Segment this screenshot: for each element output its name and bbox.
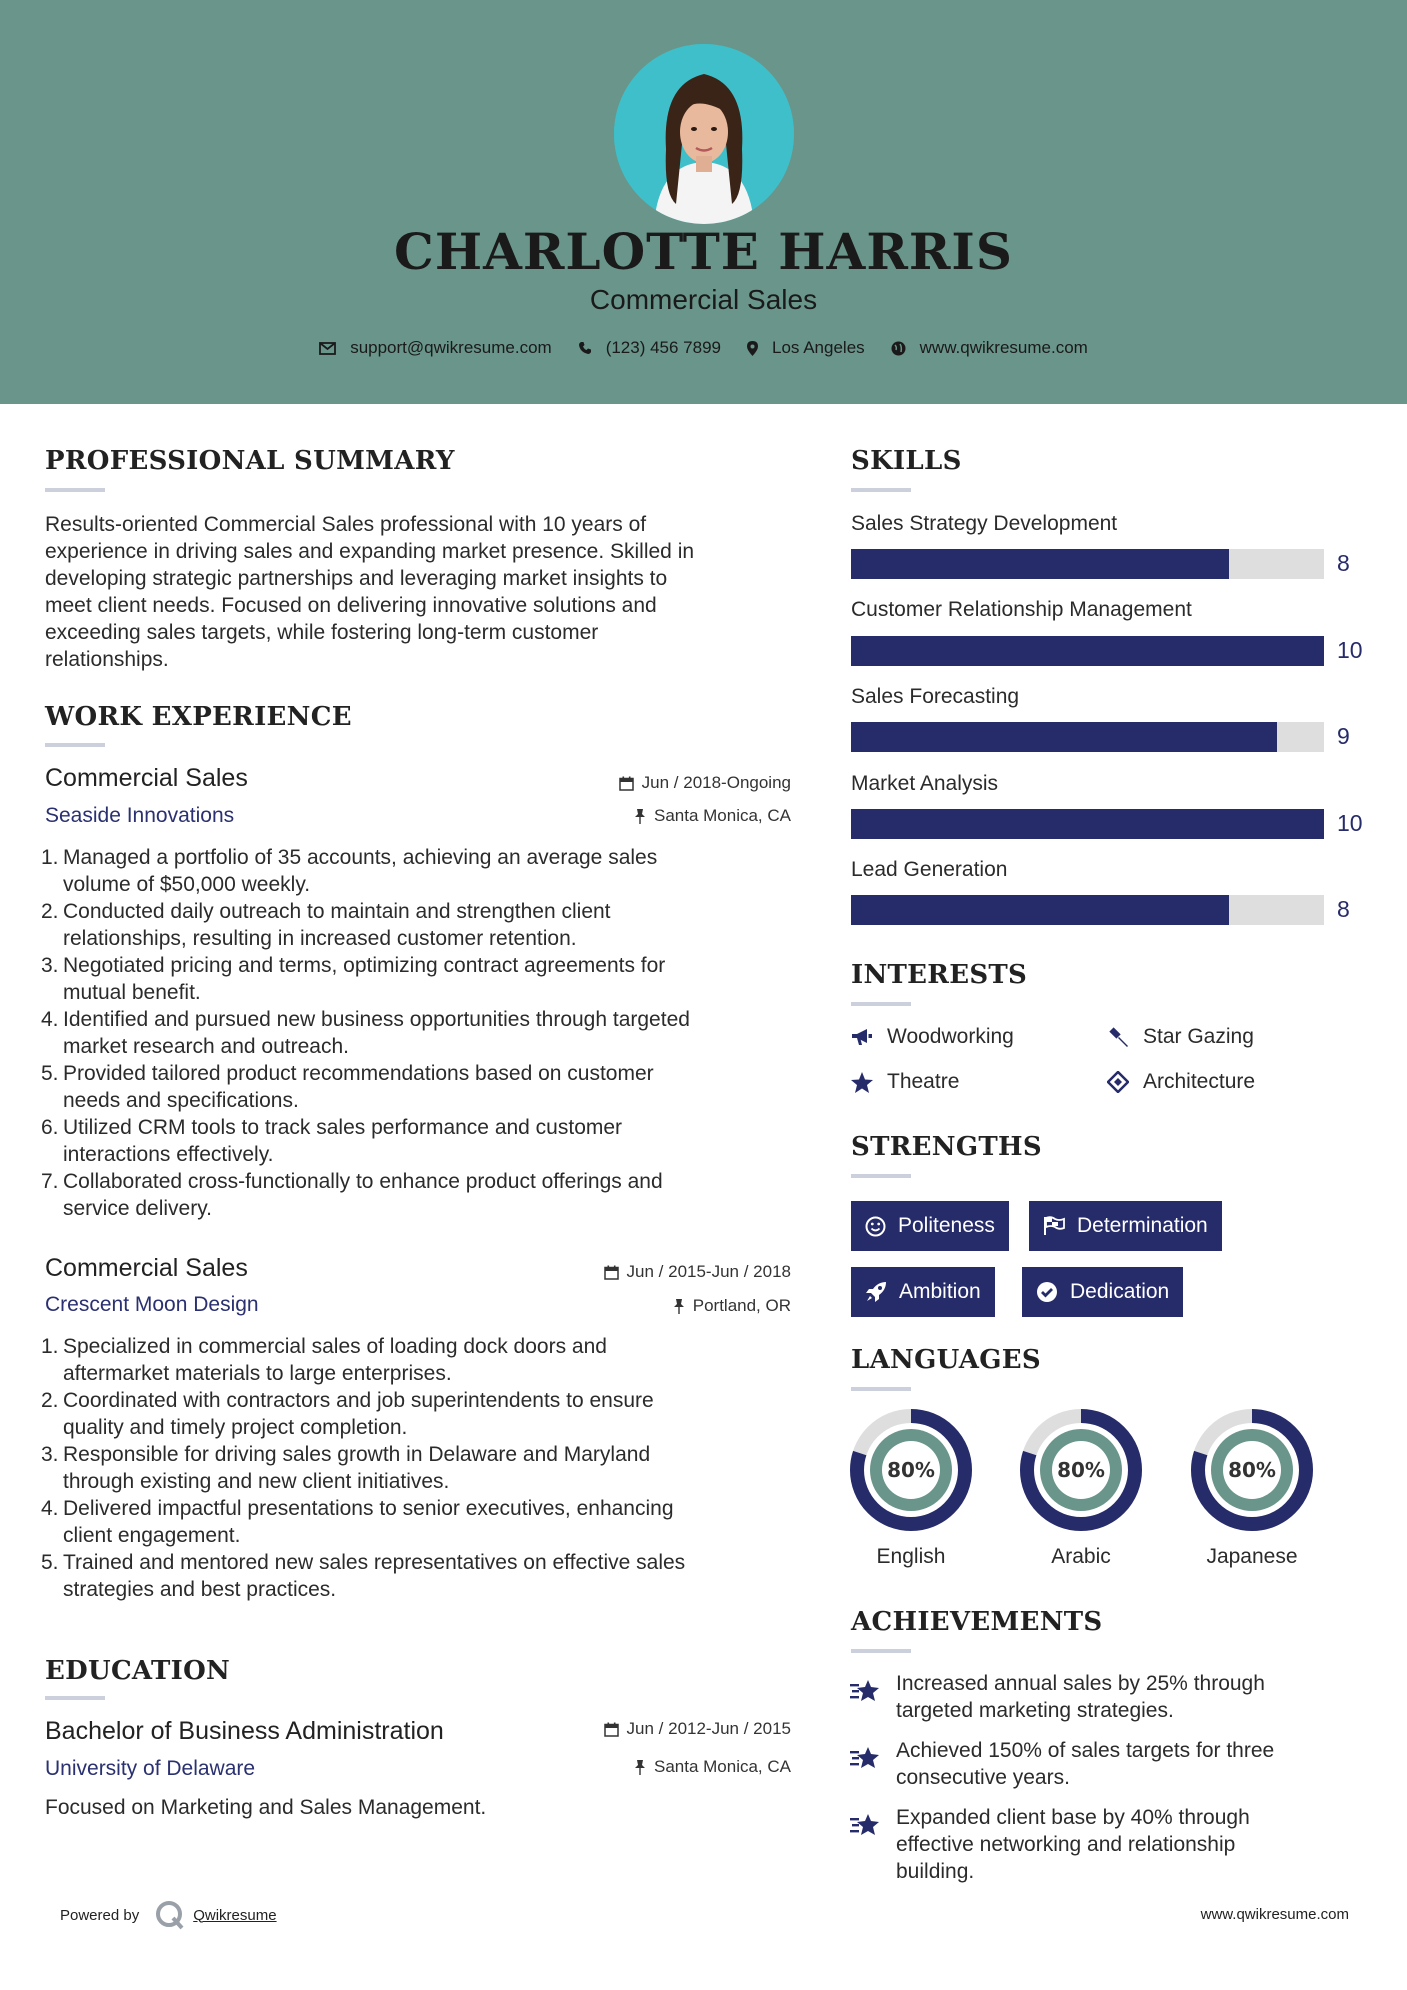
- summary-line: developing strategic partnerships and leveraging market insights to: [45, 567, 668, 590]
- skill-bar-track: [851, 636, 1324, 666]
- education-note: Focused on Marketing and Sales Management.: [45, 1796, 487, 1819]
- gavel-icon: [1107, 1026, 1129, 1048]
- languages-rule: [851, 1387, 911, 1391]
- skill-name: Market Analysis: [851, 772, 999, 795]
- job-dates: [619, 773, 791, 793]
- contact-phone[interactable]: [578, 338, 721, 358]
- interest-item: [1107, 1070, 1255, 1094]
- shooting-star-icon: [849, 1811, 881, 1839]
- interests-rule: [851, 1002, 911, 1006]
- summary-heading: PROFESSIONAL SUMMARY: [45, 446, 455, 476]
- strength-label: Politeness: [898, 1214, 995, 1237]
- footer-powered-by: [60, 1900, 277, 1930]
- strength-label: Dedication: [1070, 1280, 1170, 1303]
- interests-heading: INTERESTS: [851, 960, 1028, 990]
- skill-name: Sales Forecasting: [851, 685, 1020, 708]
- summary-line: exceeding sales targets, while fostering long-term customer: [45, 621, 599, 644]
- job-title: Commercial Sales: [45, 764, 248, 792]
- language-name: Arabic: [1051, 1545, 1111, 1568]
- profile-photo: [614, 44, 794, 224]
- job-location: [634, 806, 791, 826]
- skill-bar-track: [851, 895, 1324, 925]
- language-ring: [1190, 1408, 1314, 1532]
- skills-rule: [851, 488, 911, 492]
- duty-item: 1. Specialized in commercial sales of loading dock doors and aftermarket materials to large enterprises.: [41, 1335, 607, 1385]
- check-circle-icon: [1036, 1281, 1058, 1303]
- ring-percent-label: 80%: [1228, 1458, 1276, 1482]
- rocket-icon: [865, 1281, 887, 1303]
- qwikresume-link[interactable]: Qwikresume: [193, 1906, 277, 1924]
- skill-name: Customer Relationship Management: [851, 598, 1192, 621]
- summary-line: Results-oriented Commercial Sales professional with 10 years of: [45, 513, 647, 536]
- calendar-icon: [604, 1265, 619, 1280]
- skill-bar-track: [851, 722, 1324, 752]
- strength-badge: [851, 1201, 1009, 1251]
- education-location: [634, 1757, 791, 1777]
- interest-item: [1107, 1025, 1254, 1049]
- duty-item: 5. Trained and mentored new sales representatives on effective sales strategies and best practices.: [41, 1551, 686, 1601]
- contact-location-text: Los Angeles: [772, 338, 865, 357]
- candidate-title: Commercial Sales: [589, 284, 818, 315]
- duty-item: 1. Managed a portfolio of 35 accounts, achieving an average sales volume of $50,000 weekly.: [41, 846, 658, 896]
- job-duties-list: [41, 844, 825, 1222]
- skill-bar-fill: [851, 895, 1229, 925]
- duty-item: 3. Negotiated pricing and terms, optimizing contract agreements for mutual benefit.: [41, 954, 666, 1004]
- strengths-rule: [851, 1174, 911, 1178]
- interest-item: [851, 1070, 959, 1094]
- achievement-item: Expanded client base by 40% through effective networking and relationship building.: [896, 1806, 1250, 1883]
- skill-bar-fill: [851, 636, 1324, 666]
- megaphone-icon: [851, 1027, 873, 1047]
- interest-label: Star Gazing: [1143, 1025, 1254, 1048]
- job-dates-text: Jun / 2018-Ongoing: [641, 773, 791, 792]
- skill-name: Sales Strategy Development: [851, 512, 1118, 535]
- duty-item: 3. Responsible for driving sales growth in Delaware and Maryland through existing and new client initiatives.: [41, 1443, 651, 1493]
- flag-icon: [1043, 1216, 1065, 1236]
- summary-rule: [45, 488, 105, 492]
- strength-badge: [1029, 1201, 1222, 1251]
- calendar-icon: [604, 1722, 619, 1737]
- education-degree: Bachelor of Business Administration: [45, 1717, 444, 1745]
- skill-bar-track: [851, 549, 1324, 579]
- contact-website[interactable]: [891, 338, 1088, 358]
- strength-badge: [851, 1267, 995, 1317]
- footer-website[interactable]: www.qwikresume.com: [1200, 1906, 1349, 1923]
- education-heading: EDUCATION: [45, 1656, 231, 1686]
- strength-label: Ambition: [899, 1280, 981, 1303]
- interest-label: Architecture: [1143, 1070, 1256, 1093]
- job-location: [673, 1296, 791, 1316]
- duty-item: 4. Delivered impactful presentations to senior executives, enhancing client engagement.: [41, 1497, 674, 1547]
- contact-location: [747, 338, 865, 358]
- envelope-icon: [319, 342, 336, 355]
- strength-badge: [1022, 1267, 1183, 1317]
- duty-item: 6. Utilized CRM tools to track sales performance and customer interactions effectively.: [41, 1116, 623, 1166]
- qwikresume-logo-icon: [155, 1900, 185, 1930]
- education-dates-text: Jun / 2012-Jun / 2015: [626, 1719, 791, 1738]
- header-banner: [0, 0, 1407, 404]
- star-icon: [851, 1072, 873, 1093]
- education-location-text: Santa Monica, CA: [653, 1757, 791, 1776]
- duty-item: 5. Provided tailored product recommendations based on customer needs and specifications.: [41, 1062, 654, 1112]
- interest-item: [851, 1025, 1014, 1049]
- language-name: English: [876, 1545, 946, 1568]
- achievements-heading: ACHIEVEMENTS: [851, 1607, 1103, 1637]
- summary-line: meet client needs. Focused on delivering innovative solutions and: [45, 594, 657, 617]
- language-ring: [849, 1408, 973, 1532]
- education-rule: [45, 1696, 105, 1700]
- pushpin-icon: [634, 1759, 646, 1775]
- skill-value: 8: [1337, 896, 1350, 922]
- skill-bar-track: [851, 809, 1324, 839]
- globe-icon: [891, 341, 906, 356]
- map-pin-icon: [747, 341, 758, 356]
- job-company: Crescent Moon Design: [45, 1293, 259, 1316]
- achievement-item: Achieved 150% of sales targets for three consecutive years.: [896, 1739, 1275, 1789]
- contact-email-text: support@qwikresume.com: [350, 338, 552, 357]
- strength-label: Determination: [1077, 1214, 1208, 1237]
- summary-line: experience in driving sales and expanding market presence. Skilled in: [45, 540, 695, 563]
- pushpin-icon: [634, 808, 646, 824]
- job-location-text: Santa Monica, CA: [653, 806, 791, 825]
- ring-percent-label: 80%: [1057, 1458, 1105, 1482]
- duty-item: 7. Collaborated cross-functionally to enhance product offerings and service delivery.: [41, 1170, 663, 1220]
- language-name: Japanese: [1206, 1545, 1298, 1568]
- summary-text: [45, 511, 805, 673]
- duty-item: 4. Identified and pursued new business opportunities through targeted market research and outreach.: [41, 1008, 690, 1058]
- experience-rule: [45, 743, 105, 747]
- job-company: Seaside Innovations: [45, 804, 235, 827]
- education-dates: [604, 1719, 791, 1739]
- interest-label: Woodworking: [887, 1025, 1014, 1048]
- achievement-item: Increased annual sales by 25% through targeted marketing strategies.: [896, 1672, 1265, 1722]
- skill-bar-fill: [851, 722, 1277, 752]
- calendar-icon: [619, 776, 634, 791]
- contact-phone-text: (123) 456 7899: [605, 338, 722, 357]
- summary-line: relationships.: [45, 648, 169, 671]
- language-ring: [1019, 1408, 1143, 1532]
- job-duties-list: [41, 1333, 825, 1603]
- interest-label: Theatre: [887, 1070, 960, 1093]
- languages-heading: LANGUAGES: [851, 1345, 1041, 1375]
- job-dates: [604, 1262, 791, 1282]
- contact-website-text: www.qwikresume.com: [919, 338, 1088, 357]
- duty-item: 2. Coordinated with contractors and job superintendents to ensure quality and timely project completion.: [41, 1389, 654, 1439]
- skill-value: 9: [1337, 723, 1350, 749]
- phone-icon: [578, 341, 592, 355]
- experience-heading: WORK EXPERIENCE: [45, 702, 352, 732]
- ring-percent-label: 80%: [887, 1458, 935, 1482]
- contact-email[interactable]: [319, 338, 552, 358]
- skills-heading: SKILLS: [851, 446, 962, 476]
- candidate-name: CHARLOTTE HARRIS: [394, 222, 1013, 281]
- skill-value: 8: [1337, 550, 1350, 576]
- tag-icon: [1107, 1071, 1129, 1093]
- skill-value: 10: [1337, 810, 1363, 836]
- skill-bar-fill: [851, 549, 1229, 579]
- contact-bar: [0, 338, 1407, 358]
- smile-icon: [865, 1216, 886, 1237]
- duty-item: 2. Conducted daily outreach to maintain and strengthen client relationships, resulting in increased customer retention.: [41, 900, 611, 950]
- shooting-star-icon: [849, 1677, 881, 1705]
- job-dates-text: Jun / 2015-Jun / 2018: [626, 1262, 791, 1281]
- job-location-text: Portland, OR: [692, 1296, 791, 1315]
- skill-value: 10: [1337, 637, 1363, 663]
- powered-by-text: Powered by: [60, 1906, 140, 1924]
- strengths-heading: STRENGTHS: [851, 1132, 1042, 1162]
- job-title: Commercial Sales: [45, 1254, 248, 1282]
- shooting-star-icon: [849, 1744, 881, 1772]
- education-school: University of Delaware: [45, 1757, 256, 1780]
- skill-name: Lead Generation: [851, 858, 1008, 881]
- pushpin-icon: [673, 1298, 685, 1314]
- skill-bar-fill: [851, 809, 1324, 839]
- achievements-rule: [851, 1649, 911, 1653]
